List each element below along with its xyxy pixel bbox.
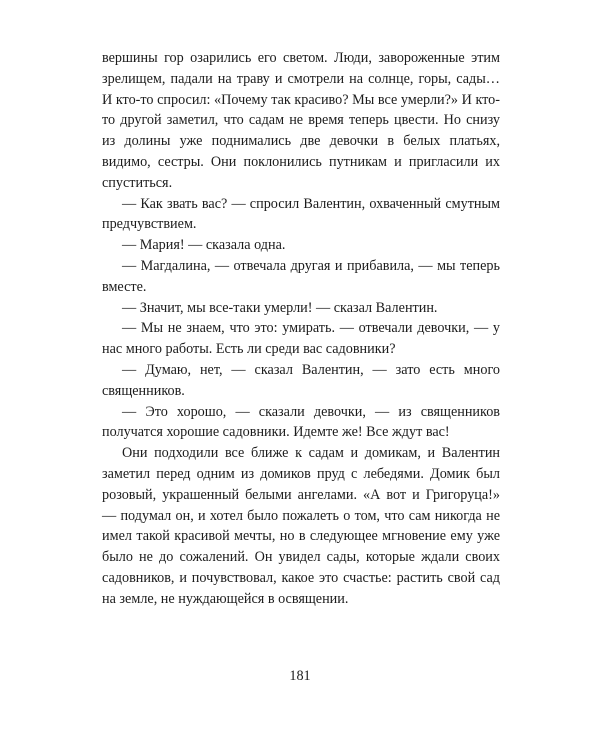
paragraph-dialogue: — Думаю, нет, — сказал Валентин, — зато есть много священников. [102, 361, 500, 399]
paragraph-dialogue: — Это хорошо, — сказали девочки, — из священников получатся хорошие садовники. Идемте же! Все ждут вас! [102, 403, 500, 441]
paragraph-dialogue: — Как звать вас? — спросил Валентин, охваченный смутным предчувствием. [102, 195, 500, 233]
paragraph-dialogue: — Магдалина, — отвечала другая и прибавила, — мы теперь вместе. [102, 257, 500, 295]
paragraph-dialogue: — Мы не знаем, что это: умирать. — отвечали девочки, — у нас много работы. Есть ли среди вас садовники? [102, 320, 500, 358]
paragraph-continuation: вершины гор озарились его светом. Люди, завороженные этим зрелищем, падали на траву и смотрели на солнце, горы, сады… И кто-то спросил: «Почему так красиво? Мы все умерли?» И кто-то другой заметил, что садам не время теперь цвести. Но снизу из долины уже поднимались две девочки в белых платьях, видимо, сестры. Они поклонились путникам и пригласили их спуститься. [102, 50, 500, 191]
paragraph-dialogue: — Значит, мы все-таки умерли! — сказал Валентин. [122, 299, 438, 316]
paragraph-narrative: Они подходили все ближе к садам и домикам, и Валентин заметил перед одним из домиков пруд с лебедями. Домик был розовый, украшенный белыми ангелами. «А вот и Григоруца!» — подумал он, и хотел было пожалеть о том, что сам никогда не имел такой красивой мечты, но в следующее мгновение ему уже было не до сожалений. Он увидел сады, которые ждали своих садовников, и почувствовал, какое это счастье: растить свой сад на земле, не нуждающейся в освящении. [102, 445, 500, 607]
page-number: 181 [289, 668, 311, 684]
body-text [102, 48, 500, 610]
paragraph-dialogue: — Мария! — сказала одна. [122, 237, 286, 254]
